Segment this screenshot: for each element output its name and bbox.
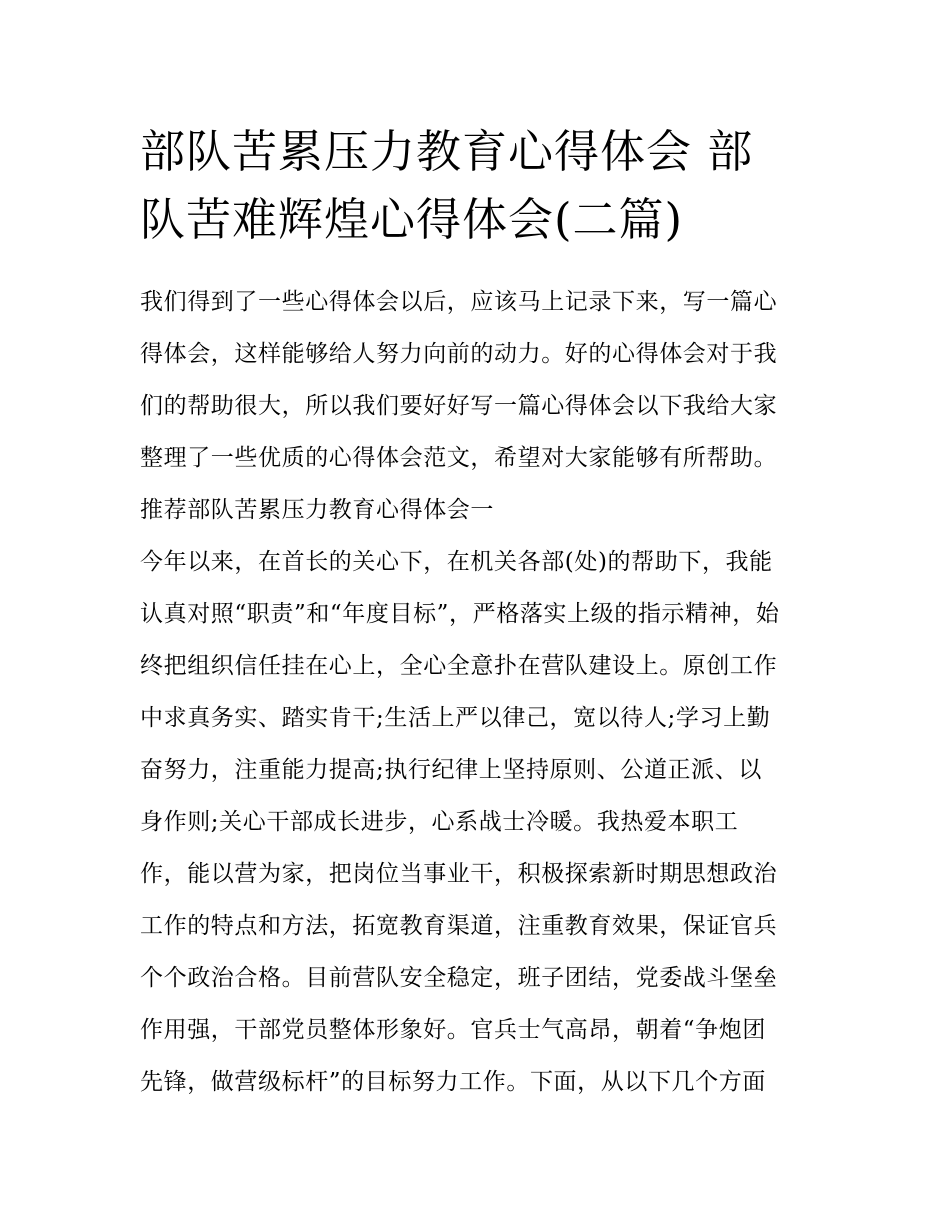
intro-line: 整理了一些优质的心得体会范文，希望对大家能够有所帮助。 [140, 445, 778, 471]
intro-line: 得体会，这样能够给人努力向前的动力。好的心得体会对于我 [140, 341, 778, 367]
section-heading: 推荐部队苦累压力教育心得体会一 [140, 497, 494, 523]
paragraph-line: 个个政治合格。目前营队安全稳定，班子团结，党委战斗堡垒 [140, 965, 778, 991]
paragraph-line: 认真对照“职责”和“年度目标”，严格落实上级的指示精神，始 [140, 601, 780, 627]
paragraph-line: 中求真务实、踏实肯干;生活上严以律己，宽以待人;学习上勤 [140, 705, 771, 731]
title-line: 队苦难辉煌心得体会(二篇) [140, 193, 684, 246]
paragraph-line: 先锋，做营级标杆”的目标努力工作。下面，从以下几个方面 [140, 1069, 766, 1095]
paragraph-line: 工作的特点和方法，拓宽教育渠道，注重教育效果，保证官兵 [140, 913, 778, 939]
intro-line: 我们得到了一些心得体会以后，应该马上记录下来，写一篇心 [140, 289, 778, 315]
paragraph-line: 作用强，干部党员整体形象好。官兵士气高昂，朝着“争炮团 [140, 1017, 766, 1043]
paragraph-line: 身作则;关心干部成长进步，心系战士冷暖。我热爱本职工 [140, 809, 739, 835]
paragraph-line: 今年以来，在首长的关心下，在机关各部(处)的帮助下，我能 [140, 549, 773, 575]
document-body [140, 276, 820, 1108]
title-line: 部队苦累压力教育心得体会 部 [140, 125, 754, 178]
paragraph-line: 作，能以营为家，把岗位当事业干，积极探索新时期思想政治 [140, 861, 778, 887]
paragraph-line: 奋努力，注重能力提高;执行纪律上坚持原则、公道正派、以 [140, 757, 762, 783]
intro-line: 们的帮助很大，所以我们要好好写一篇心得体会以下我给大家 [140, 393, 778, 419]
paragraph-line: 终把组织信任挂在心上，全心全意扑在营队建设上。原创工作 [140, 653, 778, 679]
document-title [140, 118, 820, 254]
